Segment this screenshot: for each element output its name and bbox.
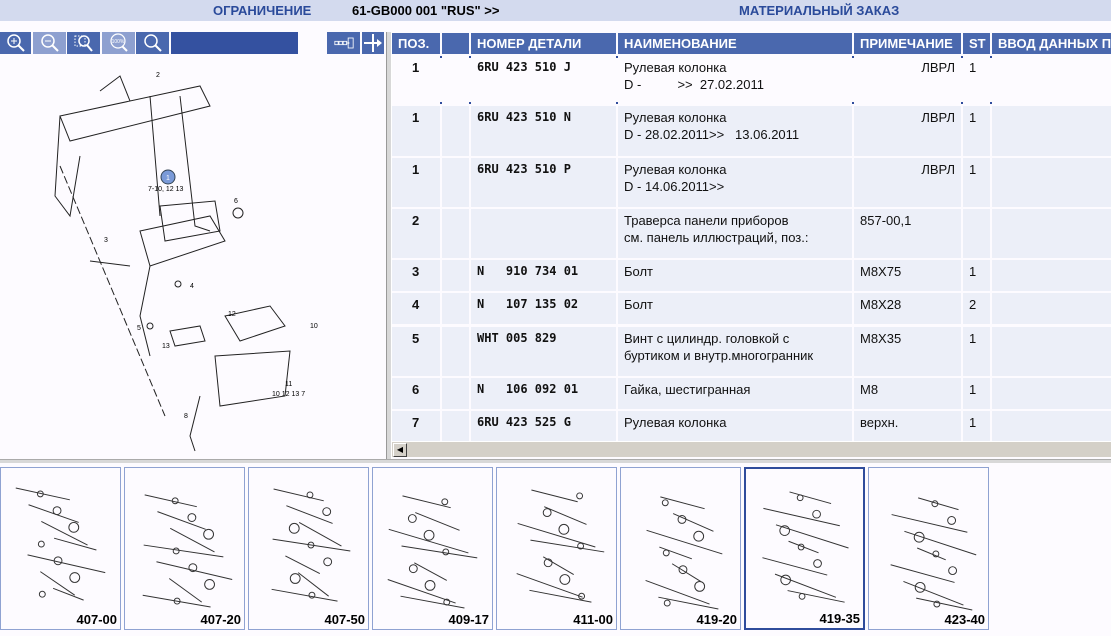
restriction-label: ОГРАНИЧЕНИЕ: [213, 3, 312, 18]
name-line-1: Болт: [624, 297, 654, 312]
note-cell: [854, 158, 961, 207]
note-cell: [854, 411, 961, 441]
st-cell: 1: [963, 106, 990, 156]
name-cell: [618, 56, 852, 104]
data-input-cell[interactable]: [992, 327, 1111, 376]
pos-cell: 7: [392, 411, 440, 441]
note-line-1: M8X28: [860, 297, 902, 312]
pos-cell: 3: [392, 260, 440, 291]
name-line-1: Рулевая колонка: [624, 110, 727, 125]
note-line-2: 857-00,1: [860, 213, 912, 228]
svg-text:3: 3: [104, 237, 108, 244]
name-cell: [618, 260, 852, 291]
name-cell: [618, 293, 852, 324]
note-line-1: M8X35: [860, 331, 902, 346]
part-number-cell[interactable]: [471, 209, 616, 258]
part-number-cell[interactable]: 6RU 423 510 J: [471, 56, 616, 104]
st-cell: 1: [963, 260, 990, 291]
st-cell: 1: [963, 56, 990, 104]
zoom-100-button[interactable]: [102, 32, 135, 54]
thumbnail-label: 423-40: [944, 612, 985, 627]
data-input-cell[interactable]: [992, 209, 1111, 258]
name-line-2: буртиком и внутр.многогранник: [624, 348, 814, 363]
name-line-2: D - >> 27.02.2011: [624, 77, 764, 92]
arrow-right-icon: [363, 33, 383, 53]
thumbnail-illustration: [497, 468, 616, 629]
pos-cell: 1: [392, 106, 440, 156]
part-number-cell[interactable]: WHT 005 829: [471, 327, 616, 376]
part-number-cell[interactable]: 6RU 423 525 G: [471, 411, 616, 441]
table-row[interactable]: [392, 378, 1111, 409]
table-row[interactable]: [392, 158, 1111, 207]
thumbnail-407-00[interactable]: [0, 467, 121, 630]
thumbnail-illustration: [869, 468, 988, 629]
zoom-100-icon: [109, 33, 129, 53]
data-input-cell[interactable]: [992, 411, 1111, 441]
name-cell: [618, 106, 852, 156]
svg-text:10: 10: [310, 323, 318, 330]
name-line-1: Рулевая колонка: [624, 415, 727, 430]
st-cell: 1: [963, 411, 990, 441]
note-cell: [854, 378, 961, 409]
col-header-pos[interactable]: ПОЗ.: [392, 33, 440, 54]
thumbnail-411-00[interactable]: [496, 467, 617, 630]
col-header-part-number[interactable]: НОМЕР ДЕТАЛИ: [471, 33, 616, 54]
svg-text:8: 8: [184, 413, 188, 420]
col-header-blank[interactable]: [442, 33, 469, 54]
name-line-1: Рулевая колонка: [624, 162, 727, 177]
svg-text:4: 4: [190, 283, 194, 290]
st-cell: [963, 209, 990, 258]
name-line-1: Рулевая колонка: [624, 60, 727, 75]
name-cell: [618, 411, 852, 441]
pos-cell: 1: [392, 56, 440, 104]
split-toggle-button[interactable]: [362, 32, 384, 54]
note-cell: [854, 260, 961, 291]
parts-table: [392, 33, 1111, 441]
note-line-1: M8X75: [860, 264, 902, 279]
thumbnail-illustration: [249, 468, 368, 629]
pos-cell: 1: [392, 158, 440, 207]
blank-cell: [442, 411, 469, 441]
thumbnail-419-35[interactable]: [744, 467, 865, 630]
restriction-value[interactable]: 61-GB000 001 "RUS" >>: [352, 3, 500, 18]
header-bar: [0, 0, 1111, 21]
zoom-out-icon: [40, 33, 60, 53]
blank-cell: [442, 158, 469, 207]
blank-cell: [442, 327, 469, 376]
col-header-st[interactable]: ST: [963, 33, 990, 54]
thumbnail-label: 411-00: [573, 612, 613, 627]
note-cell: [854, 106, 961, 156]
st-cell: 1: [963, 158, 990, 207]
thumbnail-illustration: [125, 468, 244, 629]
thumbnail-407-50[interactable]: [248, 467, 369, 630]
svg-text:5: 5: [137, 325, 141, 332]
table-row[interactable]: [392, 293, 1111, 324]
part-number-cell[interactable]: 6RU 423 510 P: [471, 158, 616, 207]
zoom-area-button[interactable]: [67, 32, 100, 54]
name-line-1: Винт с цилиндр. головкой с: [624, 331, 790, 346]
col-header-data-input[interactable]: ВВОД ДАННЫХ П: [992, 33, 1111, 54]
thumbnail-label: 419-20: [696, 612, 737, 627]
note-line-1: ЛВРЛ: [921, 110, 955, 125]
zoom-area-icon: [74, 33, 94, 53]
name-line-2: см. панель иллюстраций, поз.:: [624, 230, 809, 245]
thumbnail-illustration: [373, 468, 492, 629]
svg-text:7-10, 12 13: 7-10, 12 13: [148, 186, 184, 193]
thumbnail-label: 419-35: [819, 611, 860, 626]
data-input-cell[interactable]: [992, 158, 1111, 207]
note-line-1: ЛВРЛ: [921, 60, 955, 75]
svg-text:10 12 13 7: 10 12 13 7: [272, 391, 306, 398]
thumbnail-label: 409-17: [448, 612, 489, 627]
table-row[interactable]: [392, 260, 1111, 291]
col-header-name[interactable]: НАИМЕНОВАНИЕ: [618, 33, 852, 54]
zoom-in-button[interactable]: [0, 32, 31, 54]
note-cell: [854, 209, 961, 258]
svg-text:6: 6: [234, 198, 238, 205]
blank-cell: [442, 378, 469, 409]
name-cell: [618, 158, 852, 207]
svg-text:11: 11: [285, 381, 293, 388]
thumbnail-illustration: [621, 468, 740, 629]
name-cell: [618, 327, 852, 376]
data-input-cell[interactable]: [992, 293, 1111, 324]
thumbnail-409-17[interactable]: [372, 467, 493, 630]
note-cell: [854, 327, 961, 376]
table-row[interactable]: [392, 106, 1111, 156]
data-input-cell[interactable]: [992, 378, 1111, 409]
blank-cell: [442, 106, 469, 156]
name-line-1: Траверса панели приборов: [624, 213, 789, 228]
svg-text:13: 13: [162, 343, 170, 350]
note-line-1: M8: [860, 382, 879, 397]
table-row[interactable]: [392, 411, 1111, 441]
pos-cell: 5: [392, 327, 440, 376]
st-cell: 1: [963, 327, 990, 376]
thumbnail-407-20[interactable]: [124, 467, 245, 630]
table-row[interactable]: [392, 56, 1111, 104]
note-cell: [854, 56, 961, 104]
thumbnail-illustration: [746, 469, 863, 628]
zoom-in-icon: [6, 33, 26, 53]
part-number-cell[interactable]: N 107 135 02: [471, 293, 616, 324]
table-row[interactable]: [392, 209, 1111, 258]
data-input-cell[interactable]: [992, 260, 1111, 291]
pos-cell: 4: [392, 293, 440, 324]
thumbnail-423-40[interactable]: [868, 467, 989, 630]
part-number-cell[interactable]: N 106 092 01: [471, 378, 616, 409]
svg-text:2: 2: [156, 72, 160, 79]
export-button[interactable]: [327, 32, 360, 54]
svg-text:1: 1: [166, 175, 170, 182]
thumbnail-illustration: [1, 468, 120, 629]
parts-diagram[interactable]: [0, 56, 386, 460]
pos-cell: 2: [392, 209, 440, 258]
thumbnail-label: 407-20: [200, 612, 241, 627]
part-number-cell[interactable]: N 910 734 01: [471, 260, 616, 291]
magnifier-icon: [143, 33, 163, 53]
thumbnail-419-20[interactable]: [620, 467, 741, 630]
note-cell: [854, 293, 961, 324]
pane-separator: [0, 459, 1111, 463]
note-line-1: ЛВРЛ: [921, 162, 955, 177]
scroll-left-icon[interactable]: ◀: [393, 443, 407, 457]
data-input-cell[interactable]: [992, 56, 1111, 104]
toolbar-spacer: [171, 32, 298, 54]
blank-cell: [442, 56, 469, 104]
blank-cell: [442, 209, 469, 258]
horizontal-scrollbar[interactable]: [392, 441, 1111, 457]
st-cell: 2: [963, 293, 990, 324]
pos-cell: 6: [392, 378, 440, 409]
table-row[interactable]: [392, 327, 1111, 376]
part-number-cell[interactable]: 6RU 423 510 N: [471, 106, 616, 156]
name-line-2: D - 14.06.2011>>: [624, 179, 725, 194]
note-line-1: верхн.: [860, 415, 899, 430]
name-cell: [618, 378, 852, 409]
blank-cell: [442, 260, 469, 291]
svg-text:12: 12: [228, 311, 236, 318]
material-order-label[interactable]: МАТЕРИАЛЬНЫЙ ЗАКАЗ: [739, 3, 900, 18]
zoom-fit-button[interactable]: [136, 32, 169, 54]
blank-cell: [442, 293, 469, 324]
name-line-1: Гайка, шестигранная: [624, 382, 751, 397]
svg-text:100%: 100%: [111, 39, 124, 45]
data-input-cell[interactable]: [992, 106, 1111, 156]
zoom-out-button[interactable]: [33, 32, 66, 54]
diagram-toolbar: [0, 32, 386, 54]
name-cell: [618, 209, 852, 258]
thumbnail-label: 407-00: [76, 612, 117, 627]
name-line-1: Болт: [624, 264, 654, 279]
st-cell: 1: [963, 378, 990, 409]
export-icon: [334, 33, 354, 53]
col-header-note[interactable]: ПРИМЕЧАНИЕ: [854, 33, 961, 54]
name-line-2: D - 28.02.2011>> 13.06.2011: [624, 127, 800, 142]
thumbnail-label: 407-50: [324, 612, 365, 627]
